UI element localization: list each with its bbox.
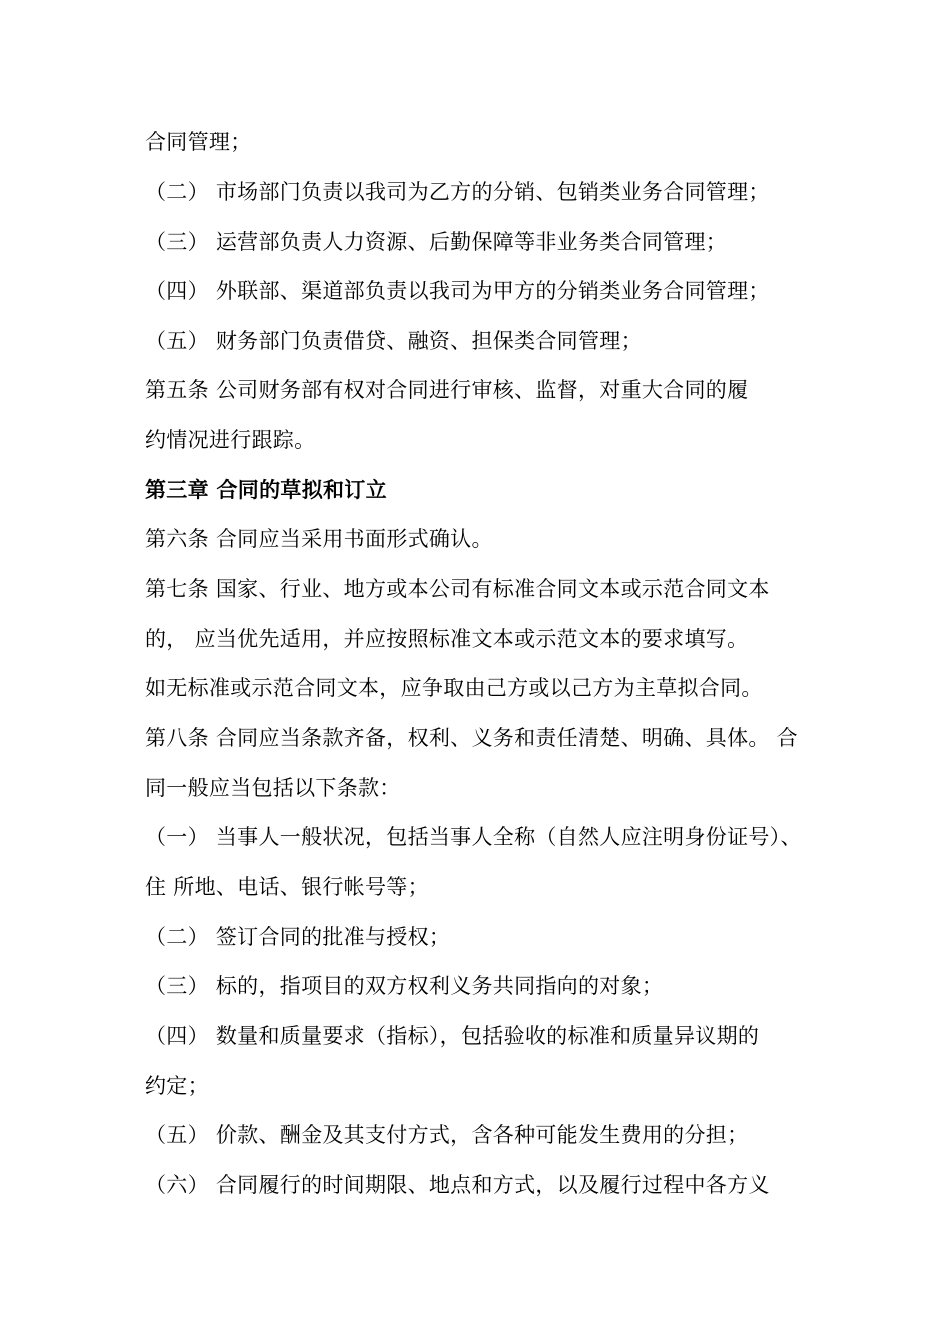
text-line: （四） 外联部、渠道部负责以我司为甲方的分销类业务合同管理； xyxy=(145,279,770,303)
text-line: 住 所地、电话、银行帐号等； xyxy=(145,875,429,899)
text-line: 约情况进行跟踪。 xyxy=(145,428,316,452)
text-line: （六） 合同履行的时间期限、地点和方式，以及履行过程中各方义 xyxy=(145,1173,770,1197)
text-line: （二） 签订合同的批准与授权； xyxy=(145,925,451,949)
text-line: 的， 应当优先适用，并应按照标准文本或示范文本的要求填写。 xyxy=(145,627,749,651)
text-line: （三） 运营部负责人力资源、后勤保障等非业务类合同管理； xyxy=(145,230,728,254)
text-line: 第六条 合同应当采用书面形式确认。 xyxy=(145,527,493,551)
text-line: （一） 当事人一般状况，包括当事人全称（自然人应注明身份证号）、 xyxy=(145,825,802,849)
chapter-heading: 第三章 合同的草拟和订立 xyxy=(145,477,387,502)
text-line: （五） 财务部门负责借贷、融资、担保类合同管理； xyxy=(145,329,642,353)
text-line: 第八条 合同应当条款齐备，权利、义务和责任清楚、明确、具体。 合 xyxy=(145,726,798,750)
text-line: 第五条 公司财务部有权对合同进行审核、监督，对重大合同的履 xyxy=(145,378,749,402)
text-line: 合同管理； xyxy=(145,130,252,154)
text-line: （三） 标的，指项目的双方权利义务共同指向的对象； xyxy=(145,974,664,998)
text-line: （五） 价款、酬金及其支付方式，含各种可能发生费用的分担； xyxy=(145,1123,749,1147)
text-line: （四） 数量和质量要求（指标），包括验收的标准和质量异议期的 xyxy=(145,1024,760,1048)
text-line: 同一般应当包括以下条款： xyxy=(145,776,401,800)
text-line: （二） 市场部门负责以我司为乙方的分销、包销类业务合同管理； xyxy=(145,180,770,204)
text-line: 约定； xyxy=(145,1074,209,1098)
text-line: 第七条 国家、行业、地方或本公司有标准合同文本或示范合同文本 xyxy=(145,577,770,601)
text-line: 如无标准或示范合同文本，应争取由己方或以己方为主草拟合同。 xyxy=(145,676,763,700)
